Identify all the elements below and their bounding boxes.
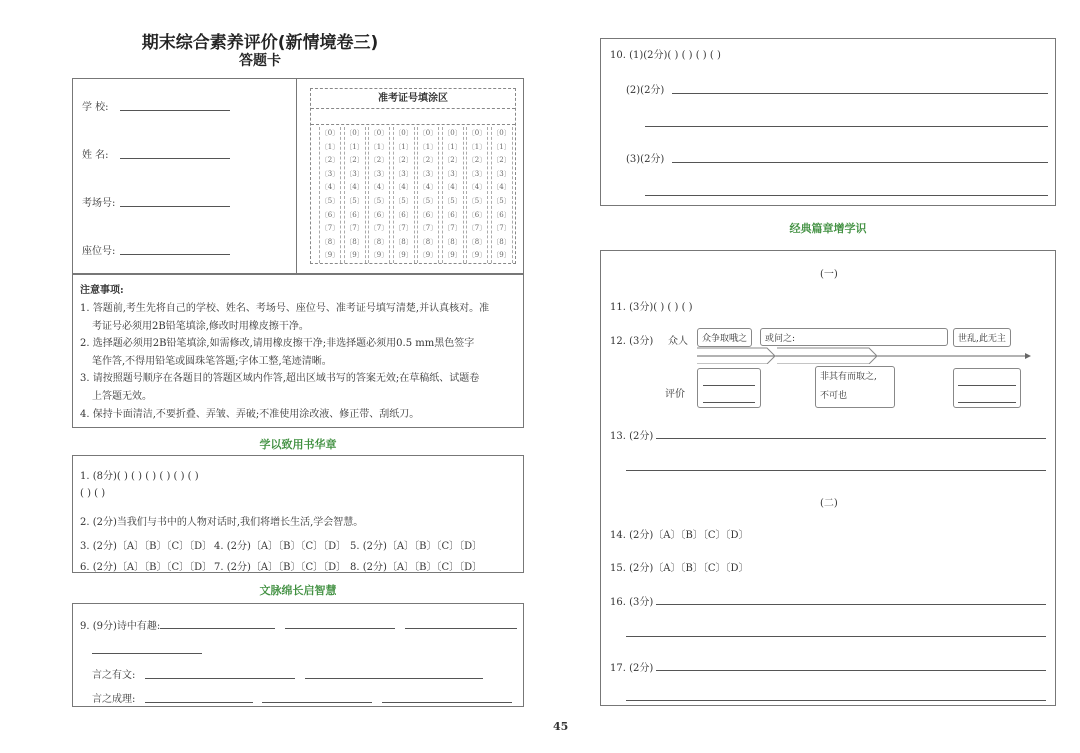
id-bubble[interactable]: 〔4〕: [418, 183, 438, 192]
id-column: [344, 127, 366, 263]
note-line: 4. 保持卡面清洁,不要折叠、弄皱、弄破;不准使用涂改液、修正带、刮纸刀。: [80, 408, 420, 420]
id-bubble[interactable]: 〔9〕: [492, 251, 511, 260]
id-bubble[interactable]: 〔1〕: [467, 142, 487, 151]
q16-line-1[interactable]: [656, 604, 1046, 605]
id-bubble[interactable]: 〔4〕: [345, 183, 364, 192]
q9-line-1[interactable]: [160, 628, 275, 629]
id-bubble[interactable]: 〔7〕: [369, 224, 389, 233]
id-bubble[interactable]: 〔6〕: [345, 210, 364, 219]
q12-box-1: 众争取哦之: [697, 328, 752, 347]
name-label: 姓 名:: [82, 150, 109, 161]
id-bubble[interactable]: 〔0〕: [345, 129, 364, 137]
q12-comment-box-2: [815, 366, 895, 408]
id-bubble[interactable]: 〔6〕: [394, 210, 413, 219]
q12-comment-box-2-line-2: 不可也: [820, 391, 848, 401]
q9-line-3[interactable]: [405, 628, 517, 629]
id-bubble[interactable]: 〔6〕: [320, 210, 340, 219]
q17-line-2[interactable]: [626, 700, 1046, 701]
id-bubble[interactable]: 〔7〕: [320, 224, 340, 233]
q13-label: 13. (2分): [610, 431, 654, 442]
note-line: 笔作答,不得用铅笔或圆珠笔答题;字体工整,笔迹清晰。: [92, 355, 332, 367]
id-bubble[interactable]: 〔8〕: [394, 237, 413, 246]
q16-label: 16. (3分): [610, 597, 654, 608]
id-bubble[interactable]: 〔3〕: [443, 169, 462, 178]
id-bubble[interactable]: 〔9〕: [467, 251, 487, 260]
id-bubble[interactable]: 〔8〕: [320, 237, 340, 246]
reading-box: [600, 250, 1056, 706]
q9-line-4[interactable]: [92, 653, 202, 654]
id-column: [442, 127, 464, 263]
id-bubble[interactable]: 〔6〕: [369, 210, 389, 219]
q9-label: 9. (9分)诗中有趣:: [80, 621, 161, 632]
note-line: 3. 请按照题号顺序在各题目的答题区域内作答,超出区域书写的答案无效;在草稿纸、试题卷: [80, 373, 480, 385]
q10-part1[interactable]: 10. (1)(2分)( ) ( ) ( ) ( ): [610, 50, 721, 61]
q2-text: 2. (2分)当我们与书中的人物对话时,我们将增长生活,学会智慧。: [80, 517, 364, 528]
id-bubble[interactable]: 〔7〕: [443, 224, 462, 233]
id-bubble[interactable]: 〔1〕: [418, 142, 438, 151]
page-subtitle: 答题卡: [239, 53, 281, 69]
exam-id-title: 准考证号填涂区: [311, 89, 515, 109]
id-bubble[interactable]: 〔5〕: [467, 196, 487, 205]
school-field[interactable]: [120, 110, 230, 111]
id-bubble[interactable]: 〔0〕: [369, 129, 389, 137]
seat-field[interactable]: [120, 254, 230, 255]
school-label: 学 校:: [82, 102, 109, 113]
q10-box: [600, 38, 1056, 206]
q10-part2-line-2[interactable]: [645, 126, 1048, 127]
id-bubble[interactable]: 〔0〕: [394, 129, 413, 137]
id-bubble[interactable]: 〔9〕: [443, 251, 462, 260]
q3-options[interactable]: 3. (2分)〔A〕〔B〕〔C〕〔D〕: [80, 541, 213, 552]
section-title-2: 文脉绵长启智慧: [259, 584, 337, 597]
id-bubble[interactable]: 〔6〕: [492, 210, 511, 219]
id-bubble[interactable]: 〔4〕: [320, 183, 340, 192]
q9c-line-3[interactable]: [382, 702, 512, 703]
id-bubble[interactable]: 〔2〕: [492, 156, 511, 165]
part-two-heading: (二): [820, 498, 838, 509]
id-bubble[interactable]: 〔2〕: [418, 156, 438, 165]
id-bubble[interactable]: 〔2〕: [369, 156, 389, 165]
id-bubble[interactable]: 〔0〕: [320, 129, 340, 137]
q10-part2-line-1[interactable]: [672, 93, 1048, 94]
id-bubble[interactable]: 〔5〕: [394, 196, 413, 205]
q10-part2-label: (2)(2分): [626, 85, 665, 96]
id-bubble[interactable]: 〔7〕: [394, 224, 413, 233]
q12-box-2-label: 或问之:: [765, 334, 796, 344]
id-bubble[interactable]: 〔6〕: [443, 210, 462, 219]
id-bubble[interactable]: 〔1〕: [492, 142, 511, 151]
q5-options[interactable]: 5. (2分)〔A〕〔B〕〔C〕〔D〕: [350, 541, 483, 552]
id-column: [393, 127, 415, 263]
q7-options[interactable]: 7. (2分)〔A〕〔B〕〔C〕〔D〕: [214, 562, 347, 573]
q11-options[interactable]: 11. (3分)( ) ( ) ( ): [610, 302, 693, 313]
note-line: 上答题无效。: [92, 391, 152, 402]
exam-id-grid: [310, 88, 516, 264]
notes-heading: 注意事项:: [80, 285, 124, 296]
note-line: 2. 选择题必须用2B铅笔填涂,如需修改,请用橡皮擦干净;非选择题必须用0.5 mm黑色签字: [80, 338, 475, 350]
q9-line-2[interactable]: [285, 628, 395, 629]
id-bubble[interactable]: 〔3〕: [369, 169, 389, 178]
q12-comment-line-4[interactable]: [958, 402, 1016, 403]
id-bubble[interactable]: 〔1〕: [345, 142, 364, 151]
q9b-line-1[interactable]: [145, 678, 295, 679]
note-line: 1. 答题前,考生先将自己的学校、姓名、考场号、座位号、准考证号填写清楚,并认真核对。准: [80, 303, 490, 314]
id-bubble[interactable]: 〔0〕: [467, 129, 487, 137]
q12-comment-line-1[interactable]: [703, 385, 755, 386]
id-bubble[interactable]: 〔3〕: [320, 169, 340, 178]
part-one-heading: (一): [820, 269, 838, 280]
room-field[interactable]: [120, 206, 230, 207]
q10-part3-line-2[interactable]: [645, 195, 1048, 196]
seat-label: 座位号:: [82, 246, 116, 257]
id-bubble[interactable]: 〔9〕: [345, 251, 364, 260]
id-bubble[interactable]: 〔1〕: [394, 142, 413, 151]
id-bubble[interactable]: 〔1〕: [320, 142, 340, 151]
q12-comment-line-3[interactable]: [958, 385, 1016, 386]
id-bubble[interactable]: 〔4〕: [467, 183, 487, 192]
q1-line-b[interactable]: ( ) ( ): [80, 488, 106, 499]
q12-comment-label: 评价: [665, 389, 685, 400]
id-bubble[interactable]: 〔1〕: [369, 142, 389, 151]
name-field[interactable]: [120, 158, 230, 159]
id-bubble[interactable]: 〔9〕: [320, 251, 340, 260]
id-bubble[interactable]: 〔5〕: [492, 196, 511, 205]
id-bubble[interactable]: 〔8〕: [369, 237, 389, 246]
q10-part3-line-1[interactable]: [672, 162, 1048, 163]
id-bubble[interactable]: 〔0〕: [418, 129, 438, 137]
id-bubble[interactable]: 〔8〕: [443, 237, 462, 246]
id-column: [417, 127, 439, 263]
id-bubble[interactable]: 〔7〕: [418, 224, 438, 233]
id-bubble[interactable]: 〔5〕: [345, 196, 364, 205]
id-bubble[interactable]: 〔9〕: [369, 251, 389, 260]
id-bubble[interactable]: 〔6〕: [418, 210, 438, 219]
id-bubble[interactable]: 〔0〕: [443, 129, 462, 137]
id-bubble[interactable]: 〔5〕: [418, 196, 438, 205]
id-bubble[interactable]: 〔3〕: [418, 169, 438, 178]
page-number: 45: [553, 720, 569, 733]
id-bubble[interactable]: 〔7〕: [345, 224, 364, 233]
q8-options[interactable]: 8. (2分)〔A〕〔B〕〔C〕〔D〕: [350, 562, 483, 573]
id-bubble[interactable]: 〔8〕: [418, 237, 438, 246]
id-column: [491, 127, 513, 263]
id-bubble[interactable]: 〔5〕: [443, 196, 462, 205]
id-bubble[interactable]: 〔4〕: [492, 183, 511, 192]
page-title: 期末综合素养评价(新情境卷三): [141, 33, 379, 53]
id-bubble[interactable]: 〔3〕: [492, 169, 511, 178]
q15-options[interactable]: 15. (2分)〔A〕〔B〕〔C〕〔D〕: [610, 563, 749, 574]
q12-comment-box-2-line-1: 非其有而取之,: [820, 372, 877, 382]
q9b-label: 言之有文:: [92, 670, 136, 681]
q12-arrow: [697, 342, 1031, 364]
id-bubble[interactable]: 〔2〕: [394, 156, 413, 165]
id-bubble[interactable]: 〔5〕: [369, 196, 389, 205]
id-bubble[interactable]: 〔3〕: [345, 169, 364, 178]
q13-line-2[interactable]: [626, 470, 1046, 471]
id-bubble[interactable]: 〔2〕: [467, 156, 487, 165]
section-title-1: 学以致用书华章: [259, 438, 337, 451]
q13-line-1[interactable]: [656, 438, 1046, 439]
q12-comment-line-2[interactable]: [703, 402, 755, 403]
q9c-line-2[interactable]: [262, 702, 372, 703]
q17-line-1[interactable]: [656, 670, 1046, 671]
id-bubble[interactable]: 〔8〕: [345, 237, 364, 246]
id-bubble[interactable]: 〔3〕: [467, 169, 487, 178]
q1-line-a[interactable]: 1. (8分)( ) ( ) ( ) ( ) ( ) ( ): [80, 471, 199, 482]
info-divider: [296, 78, 297, 274]
q12-box-3: 世乱,此无主: [953, 328, 1011, 347]
q12-people: 众人: [668, 336, 688, 347]
id-bubble[interactable]: 〔3〕: [394, 169, 413, 178]
id-bubble[interactable]: 〔4〕: [369, 183, 389, 192]
q9c-label: 言之成理:: [92, 694, 136, 705]
id-bubble[interactable]: 〔2〕: [320, 156, 340, 165]
id-column: [368, 127, 390, 263]
id-bubble[interactable]: 〔8〕: [467, 237, 487, 246]
id-bubble[interactable]: 〔4〕: [443, 183, 462, 192]
id-bubble[interactable]: 〔7〕: [467, 224, 487, 233]
room-label: 考场号:: [82, 198, 116, 209]
id-bubble[interactable]: 〔1〕: [443, 142, 462, 151]
id-bubble[interactable]: 〔4〕: [394, 183, 413, 192]
id-write-row[interactable]: [311, 109, 515, 125]
q9b-line-2[interactable]: [305, 678, 483, 679]
q12-label: 12. (3分): [610, 336, 654, 347]
id-bubble[interactable]: 〔9〕: [418, 251, 438, 260]
id-bubble[interactable]: 〔0〕: [492, 129, 511, 137]
note-line: 考证号必须用2B铅笔填涂,修改时用橡皮擦干净。: [92, 320, 309, 332]
id-bubble[interactable]: 〔2〕: [345, 156, 364, 165]
id-bubble[interactable]: 〔8〕: [492, 237, 511, 246]
q10-part3-label: (3)(2分): [626, 154, 665, 165]
id-bubble[interactable]: 〔7〕: [492, 224, 511, 233]
id-bubble[interactable]: 〔9〕: [394, 251, 413, 260]
id-bubble[interactable]: 〔2〕: [443, 156, 462, 165]
q14-options[interactable]: 14. (2分)〔A〕〔B〕〔C〕〔D〕: [610, 530, 749, 541]
q16-line-2[interactable]: [626, 636, 1046, 637]
id-column: [466, 127, 488, 263]
q17-label: 17. (2分): [610, 663, 654, 674]
id-bubble[interactable]: 〔5〕: [320, 196, 340, 205]
q4-options[interactable]: 4. (2分)〔A〕〔B〕〔C〕〔D〕: [214, 541, 347, 552]
section-title-3: 经典篇章增学识: [789, 222, 867, 235]
q9c-line-1[interactable]: [145, 702, 253, 703]
id-column: [319, 127, 341, 263]
id-bubble[interactable]: 〔6〕: [467, 210, 487, 219]
q6-options[interactable]: 6. (2分)〔A〕〔B〕〔C〕〔D〕: [80, 562, 213, 573]
